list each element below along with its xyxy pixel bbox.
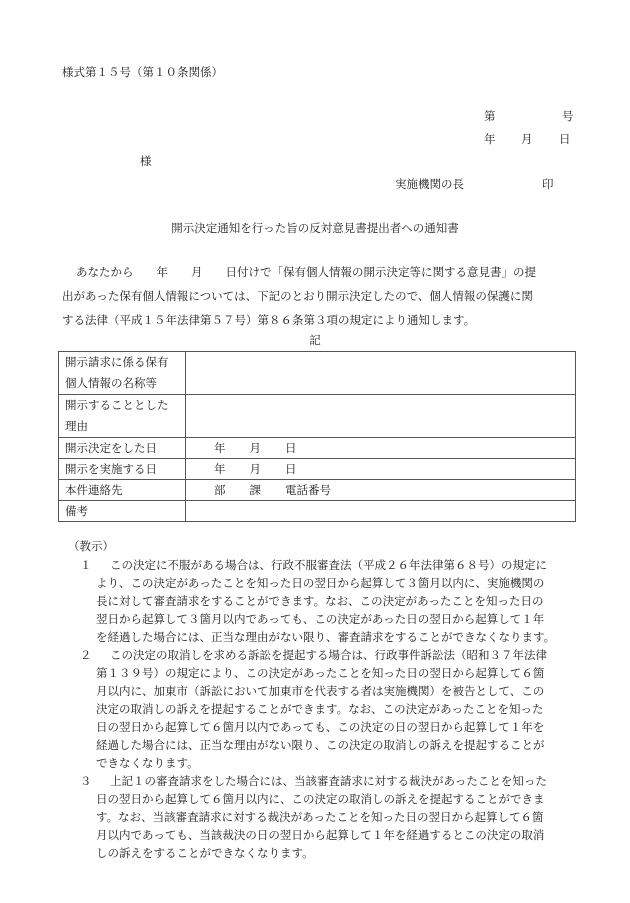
document-number-prefix: 第 — [484, 109, 496, 123]
note-line: す。なお、当該審査請求に対する裁決があったことを知った日の翌日から起算して６箇 — [96, 810, 544, 824]
table-row — [59, 459, 576, 480]
note-line: この決定の取消しを求める訴訟を提起する場合は、行政事件訴訟法（昭和３７年法律 — [110, 648, 547, 662]
note-number: ３ — [80, 774, 92, 788]
implementation-date-value: 年 月 日 — [186, 459, 576, 480]
date-day-label: 日 — [559, 132, 571, 146]
body-paragraph-line: する法律（平成１５年法律第５７号）第８６条第３項の規定により通知します。 — [62, 313, 476, 327]
note-line: より、この決定があったことを知った日の翌日から起算して３箇月以内に、実施機関の — [96, 576, 545, 590]
note-line: 第１３９号）の規定により、この決定があったことを知った日の翌日から起算して６箇 — [96, 666, 545, 680]
table-row — [59, 438, 576, 459]
note-line: 日の翌日から起算して６箇月以内であっても、この決定の日の翌日から起算して１年を — [96, 720, 545, 734]
disclosure-reason-label: 開示することとした 理由 — [59, 395, 186, 438]
note-line: 経過した場合には、正当な理由がない限り、この決定の取消しの訴えを提起することが — [96, 738, 545, 752]
note-line: 翌日から起算して３箇月以内であっても、この決定があった日の翌日から起算して１年 — [96, 612, 545, 626]
note-number: １ — [80, 558, 92, 572]
decision-date-label: 開示決定をした日 — [59, 438, 186, 459]
note-line: できなくなります。 — [96, 756, 199, 770]
remarks-value — [186, 501, 576, 522]
note-number: ２ — [80, 648, 92, 662]
request-info-name-value — [186, 352, 576, 395]
document-title: 開示決定通知を行った旨の反対意見書提出者への通知書 — [171, 221, 459, 235]
table-row — [59, 480, 576, 501]
addressee-honorific: 様 — [140, 154, 152, 168]
date-year-label: 年 — [484, 132, 496, 146]
note-line: この決定に不服がある場合は、行政不服審査法（平成２６年法律第６８号）の規定に — [110, 558, 547, 572]
implementation-date-label: 開示を実施する日 — [59, 459, 186, 480]
disclosure-reason-value — [186, 395, 576, 438]
note-line: 決定の取消しの訴えを提起することができます。なお、この決定があったことを知った — [96, 702, 544, 716]
document-number-suffix: 号 — [562, 109, 574, 123]
form-number: 様式第１５号（第１０条関係） — [62, 65, 223, 79]
table-row — [59, 352, 576, 395]
note-line: 月以内に、加東市（訴訟において加東市を代表する者は実施機関）を被告として、この — [96, 684, 545, 698]
body-paragraph-line: あなたから 年 月 日付けで「保有個人情報の開示決定等に関する意見書」の提 — [76, 265, 536, 279]
seal-mark: 印 — [542, 177, 554, 191]
note-line: 長に対して審査請求をすることができます。なお、この決定があったことを知った日の — [96, 594, 544, 608]
table-row — [59, 501, 576, 522]
note-line: しの訴えをすることができなくなります。 — [96, 846, 314, 860]
note-line: を経過した場合には、正当な理由がない限り、審査請求をすることができなくなります。 — [96, 630, 556, 644]
remarks-label: 備考 — [59, 501, 186, 522]
contact-value: 部 課 電話番号 — [186, 480, 576, 501]
note-line: 上記１の審査請求をした場合には、当該審査請求に対する裁決があったことを知った — [110, 774, 547, 788]
note-line: 日の翌日から起算して６箇月以内に、この決定の取消しの訴えを提起することができま — [96, 792, 545, 806]
request-info-name-label: 開示請求に係る保有 個人情報の名称等 — [59, 352, 186, 395]
issuer-title: 実施機関の長 — [395, 177, 464, 191]
note-line: 月以内であっても、当該裁決の日の翌日から起算して１年を経過するとこの決定の取消 — [96, 828, 545, 842]
ki-heading: 記 — [309, 333, 321, 347]
table-row — [59, 395, 576, 438]
date-month-label: 月 — [521, 132, 533, 146]
body-paragraph-line: 出があった保有個人情報については、下記のとおり開示決定したので、個人情報の保護に関 — [62, 289, 533, 303]
contact-label: 本件連絡先 — [59, 480, 186, 501]
notes-heading: （教示） — [68, 539, 114, 553]
decision-date-value: 年 月 日 — [186, 438, 576, 459]
notice-details-table — [58, 351, 576, 522]
